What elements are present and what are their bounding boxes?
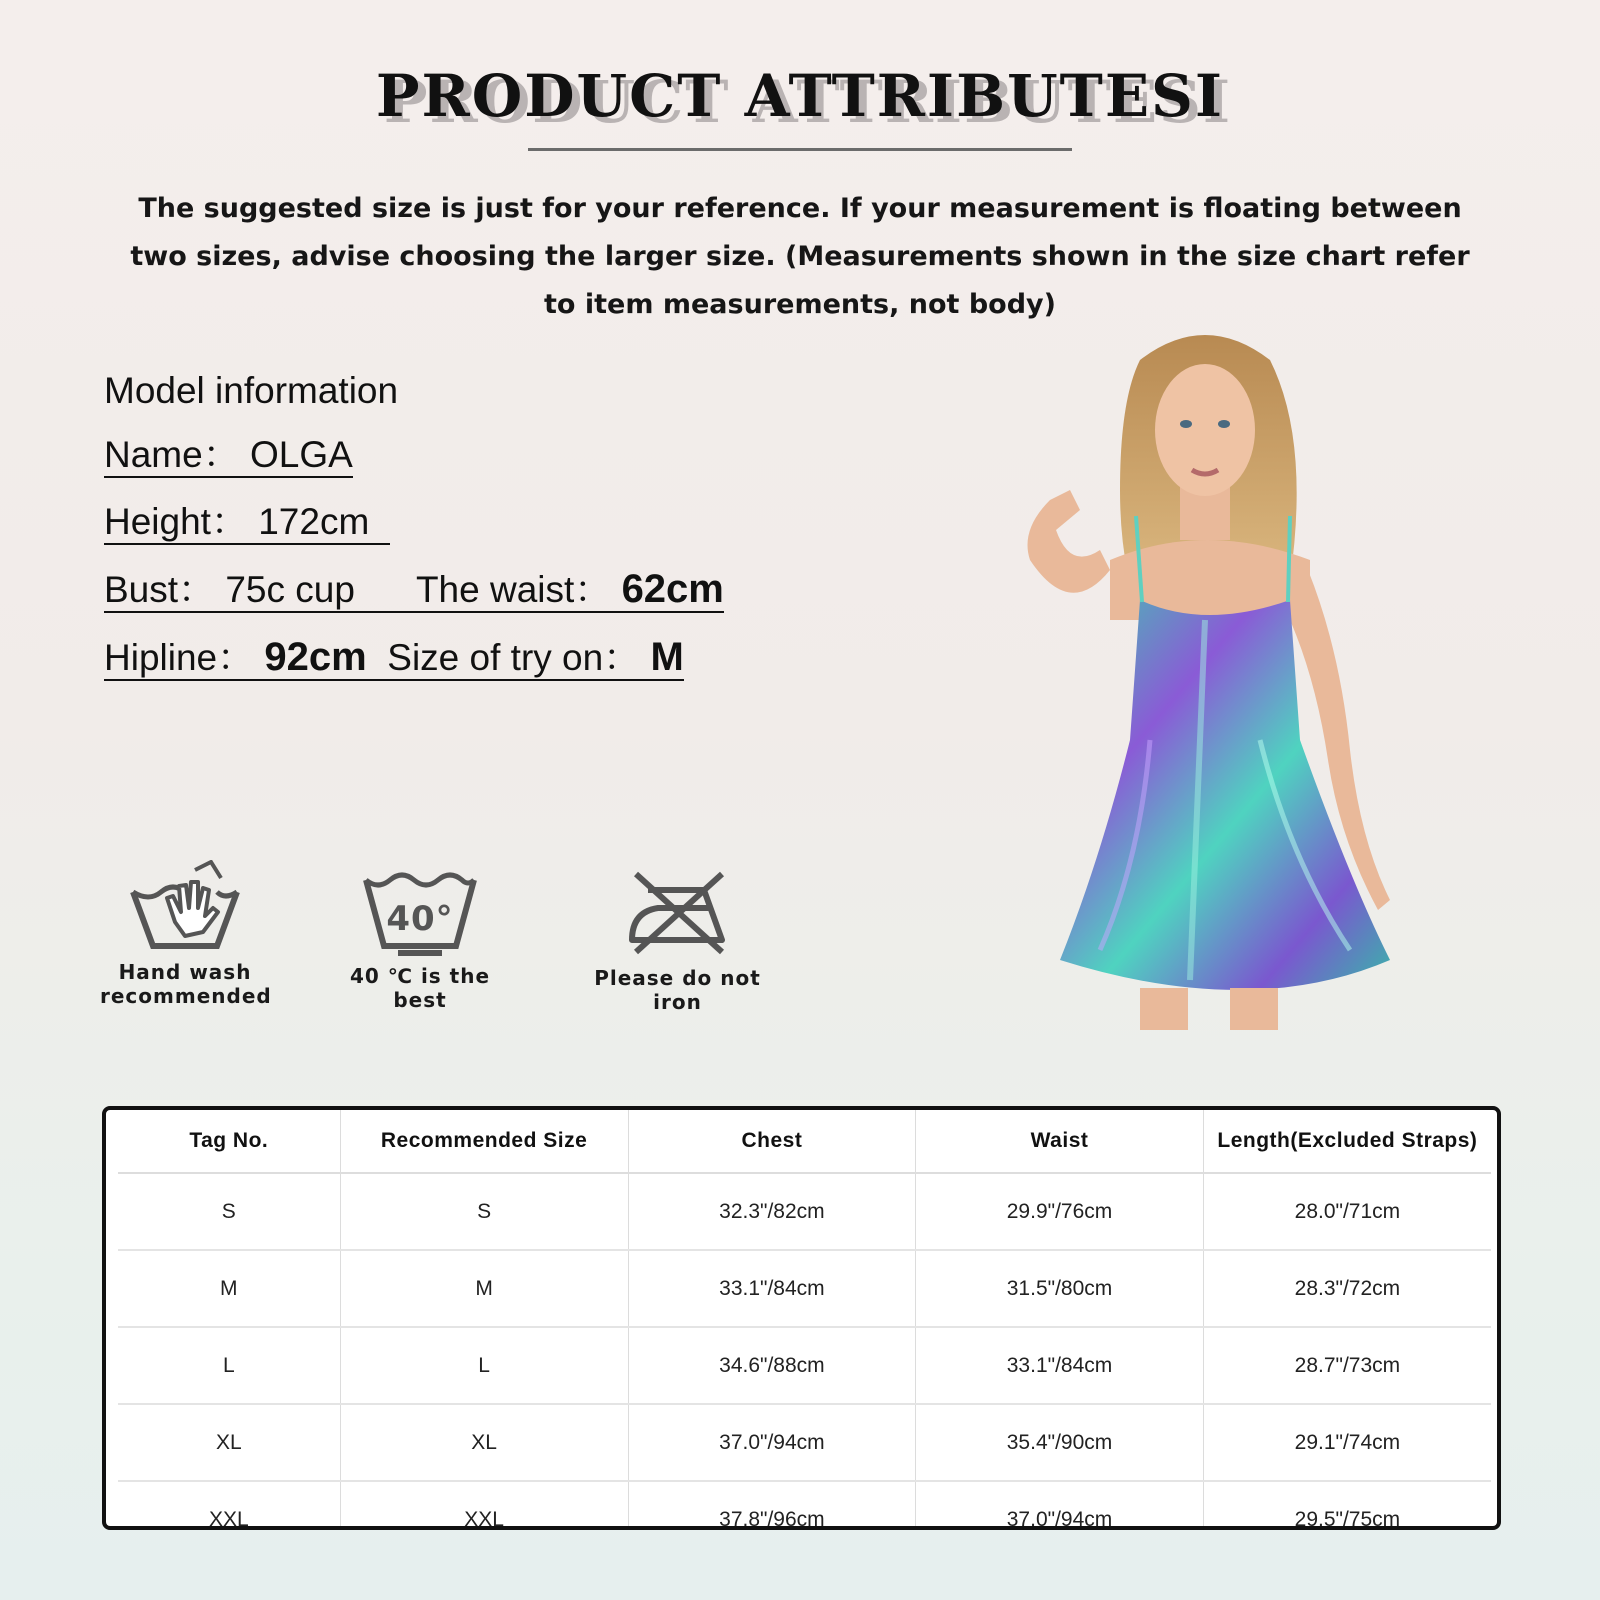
hand-wash-icon [125, 860, 245, 960]
model-photo [990, 320, 1430, 1030]
table-row [118, 1404, 1491, 1481]
col-waist: Waist [916, 1110, 1204, 1173]
page-title: PRODUCT ATTRIBUTESI [375, 62, 1225, 130]
model-height-line [104, 497, 724, 547]
model-bust-waist-line [104, 564, 724, 615]
size-advice-text: The suggested size is just for your reference. If your measurement is floating between two sizes, advise choosing the larger size. (Measurements shown in the size chart refer to item measurements, not body) [130, 193, 1470, 320]
cell-waist: 37.0"/94cm [916, 1481, 1204, 1530]
wash-40-icon [360, 860, 480, 960]
model-info-heading: Model information [104, 370, 399, 411]
model-info [104, 370, 724, 700]
table-row [118, 1327, 1491, 1404]
model-name-line [104, 430, 724, 480]
care-wash-40 [320, 860, 520, 1012]
model-hip-label: Hipline： [104, 637, 255, 678]
col-recommended-size: Recommended Size [340, 1110, 628, 1173]
cell-recommended: L [340, 1327, 628, 1404]
care-hand-wash-label-2: recommended [100, 984, 272, 1008]
model-illustration [990, 320, 1430, 1030]
title-block [0, 62, 1600, 130]
table-row [118, 1173, 1491, 1250]
care-no-iron [570, 860, 785, 1014]
model-name-label: Name： [104, 434, 240, 475]
table-row [118, 1250, 1491, 1327]
cell-tag: XXL [208, 1507, 249, 1530]
cell-waist: 33.1"/84cm [916, 1327, 1204, 1404]
title-divider [528, 148, 1072, 151]
cell-tag: S [118, 1173, 340, 1250]
no-iron-icon [618, 860, 738, 960]
care-hand-wash-label-1: Hand wash [118, 960, 252, 984]
model-tryon-value: M [650, 635, 684, 679]
cell-tag: L [118, 1327, 340, 1404]
model-height-value: 172cm [258, 501, 370, 542]
model-waist-value: 62cm [621, 567, 724, 611]
care-wash-40-label: 40 ℃ is the best [349, 964, 491, 1012]
model-hip-tryon-line [104, 632, 724, 683]
cell-recommended: XL [340, 1404, 628, 1481]
cell-waist: 35.4"/90cm [916, 1404, 1204, 1481]
cell-tag: M [118, 1250, 340, 1327]
cell-chest: 37.0"/94cm [628, 1404, 916, 1481]
cell-length: 28.7"/73cm [1203, 1327, 1491, 1404]
col-length: Length(Excluded Straps) [1203, 1110, 1491, 1173]
table-row [118, 1481, 1491, 1530]
cell-recommended: M [340, 1250, 628, 1327]
model-waist-label: The waist： [415, 569, 612, 610]
cell-recommended: S [340, 1173, 628, 1250]
cell-chest: 32.3"/82cm [628, 1173, 916, 1250]
wash-40-icon-text: 40° [386, 899, 454, 939]
size-chart-table [118, 1110, 1491, 1530]
cell-length: 28.0"/71cm [1203, 1173, 1491, 1250]
cell-recommended: XXL [340, 1481, 628, 1530]
col-chest: Chest [628, 1110, 916, 1173]
cell-chest: 34.6"/88cm [628, 1327, 916, 1404]
model-name-value: OLGA [249, 434, 353, 475]
care-hand-wash [100, 860, 270, 1008]
model-hip-value: 92cm [264, 635, 367, 679]
cell-length: 29.1"/74cm [1203, 1404, 1491, 1481]
care-no-iron-label: Please do not iron [594, 966, 761, 1014]
cell-chest: 33.1"/84cm [628, 1250, 916, 1327]
cell-length: 28.3"/72cm [1203, 1250, 1491, 1327]
cell-length: 29.5"/75cm [1203, 1481, 1491, 1530]
model-bust-value: 75c cup [225, 569, 355, 610]
model-height-label: Height： [104, 501, 248, 542]
cell-waist: 31.5"/80cm [916, 1250, 1204, 1327]
model-bust-label: Bust： [104, 569, 216, 610]
cell-waist: 29.9"/76cm [916, 1173, 1204, 1250]
cell-chest: 37.8"/96cm [628, 1481, 916, 1530]
cell-tag: XL [118, 1404, 340, 1481]
col-tag-no: Tag No. [118, 1110, 340, 1173]
model-tryon-label: Size of try on： [387, 637, 641, 678]
size-chart-header-row [118, 1110, 1491, 1173]
size-chart [102, 1106, 1501, 1530]
